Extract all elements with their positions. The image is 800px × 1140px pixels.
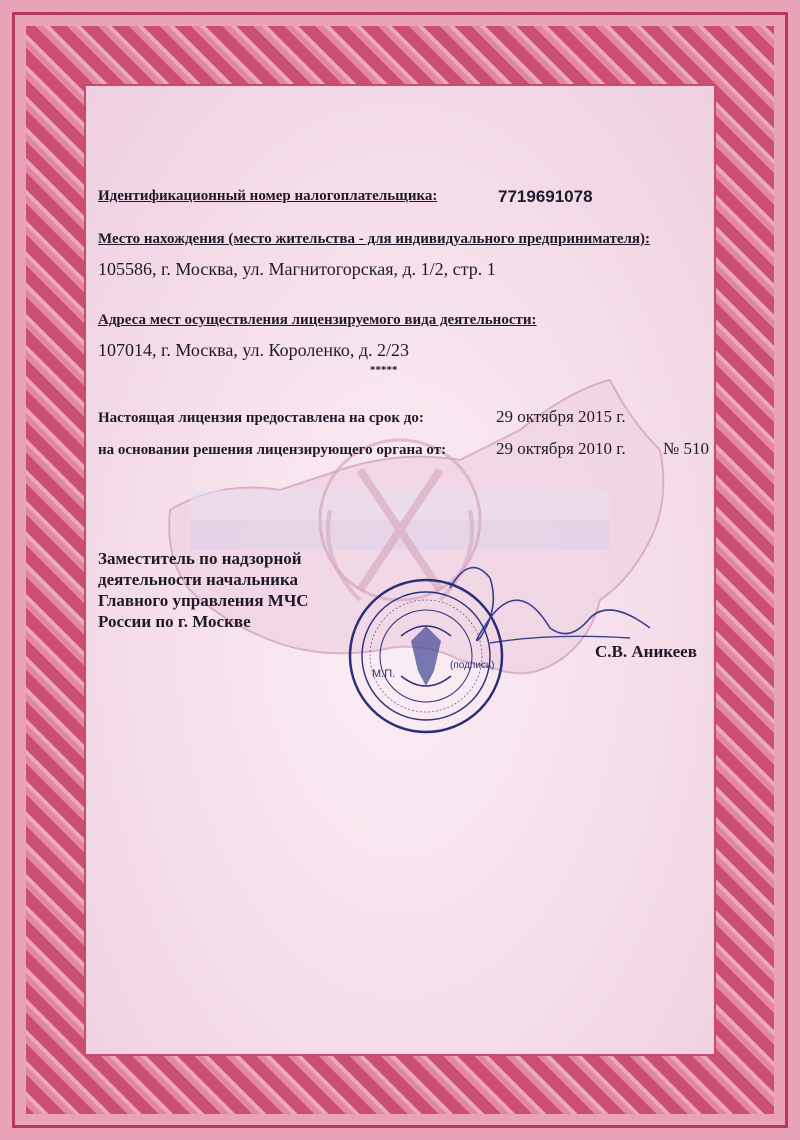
official-seal — [346, 576, 506, 736]
term-label: Настоящая лицензия предоставлена на срок до: — [98, 410, 424, 426]
signer-name: С.В. Аникеев — [595, 642, 697, 661]
signer-title: Заместитель по надзорной деятельности начальника Главного управления МЧС России по г. Москве — [98, 549, 309, 631]
signature-hint: (подпись) — [450, 660, 495, 671]
location-value: 105586, г. Москва, ул. Магнитогорская, д. 1/2, стр. 1 — [98, 259, 496, 279]
location-label: Место нахождения (место жительства - для индивидуального предпринимателя): — [98, 231, 651, 247]
term-value: 29 октября 2015 г. — [496, 407, 626, 426]
activity-address-value: 107014, г. Москва, ул. Короленко, д. 2/23 — [98, 340, 410, 360]
basis-label: на основании решения лицензирующего органа от: — [98, 442, 447, 458]
activity-address-label: Адреса мест осуществления лицензируемого вида деятельности: — [98, 312, 537, 328]
inn-value: 7719691078 — [498, 187, 593, 206]
inn-label: Идентификационный номер налогоплательщика: — [98, 188, 438, 204]
separator-stars: ***** — [370, 364, 398, 376]
basis-value: 29 октября 2010 г. — [496, 439, 626, 458]
decision-number: № 510 — [663, 439, 709, 458]
stamp-mp-label: М.П. — [372, 668, 396, 680]
